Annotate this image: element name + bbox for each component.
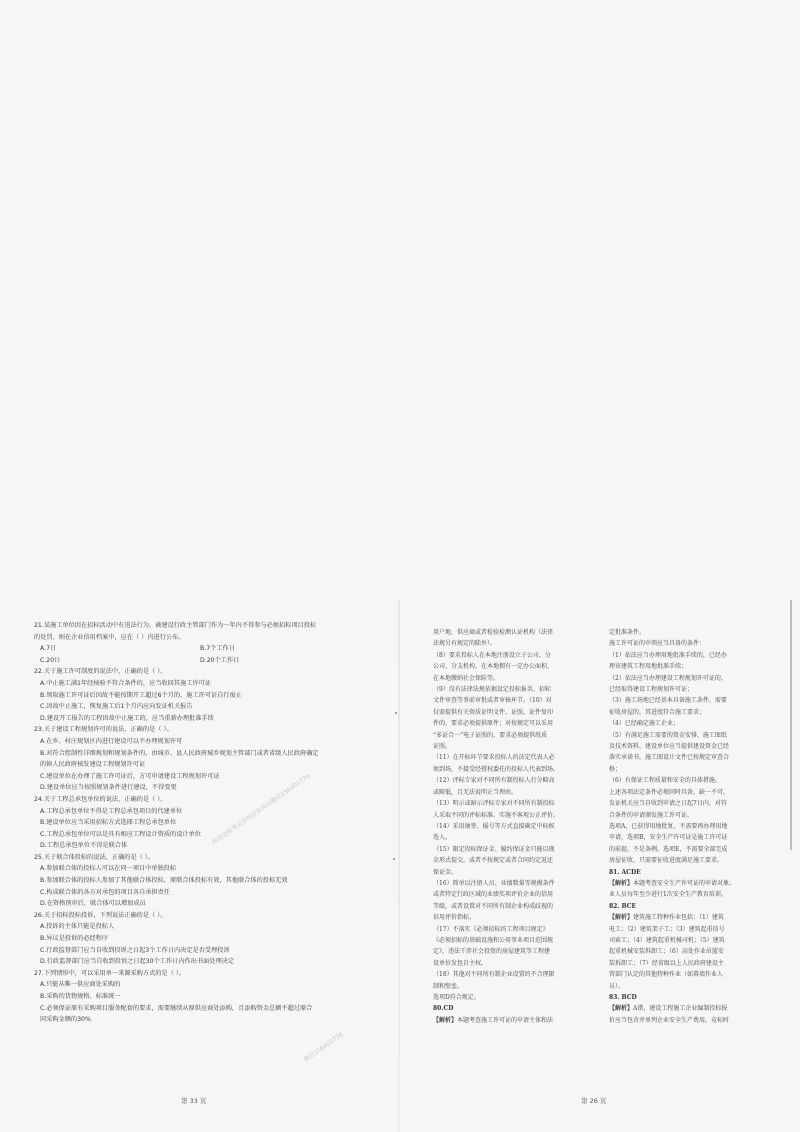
answer-line: 发证机关应当自收到申请之日起7日内，对符 xyxy=(609,800,727,808)
answer-line: （3）施工场地已经基本具备施工条件，需要 xyxy=(609,697,727,705)
question-24-stem: 24.关于工程总承包单位的说法，正确的是（ ）。 xyxy=(34,795,167,803)
answer-line: 等级，或者设置对不同所有制企业构成歧视的 xyxy=(433,902,554,910)
answer-line: 或者特定行政区域的业绩奖项评价企业的信用 xyxy=(433,891,554,899)
answer-blocks xyxy=(609,867,779,1027)
option: C.行政监督部门应当自收到投诉之日起3个工作日内决定是否受理投诉 xyxy=(40,946,230,954)
option: D.在资格预审后，联合体可以增加成员 xyxy=(40,900,146,908)
analysis-label: 【解析】 xyxy=(609,879,634,887)
answer-column-1 xyxy=(433,627,597,1026)
option: A.工程总承包单位不得是工程总承包项目的代建单位 xyxy=(40,807,183,815)
analysis-line: 管部门认定的其他特种作业（如幕墙作业人 xyxy=(609,971,724,979)
answer-line: 或畸低，且无法说明正当理由。 xyxy=(433,788,518,796)
option: C.构成联合体的各方对承包的项目各自承担责任 xyxy=(40,888,171,896)
question-27-stem: 27.下列情形中，可以采用单一来源采购方式的是（ ）。 xyxy=(34,969,186,977)
answer-line: 用户地、供应商或者检验检测认证机构（法律 xyxy=(433,629,554,636)
question-26-stem: 26.关于招标投标投诉，下列说法正确的是（ ）。 xyxy=(34,911,167,919)
option: A.在乡、村庄规划区内进行建设可以不办理规划许可 xyxy=(40,737,183,745)
option: D.行政监督部门应当自收到投诉之日起30个工作日内作出书面处理决定 xyxy=(40,958,235,966)
watermark: 微信156401776 xyxy=(302,1031,345,1064)
answer-line: 选项A，已获得用地批复，不需要再办理用地 xyxy=(609,822,728,830)
answer-line: 理该建筑工程用地批准手续； xyxy=(609,663,688,671)
question-21-options-row xyxy=(40,643,386,655)
analysis-label: 【解析】 xyxy=(433,1016,458,1024)
answer-line: （8）要求投标人在本地注册设立子公司、分 xyxy=(433,651,551,659)
option: B.领取施工许可证后因故不能按期开工超过6个月的，施工许可证自行废止 xyxy=(40,691,242,699)
answer-line: （13）明示或暗示评标专家对不同所有制投标 xyxy=(433,800,555,808)
option: C.建设单位在办理了施工许可证后，方可申请建设工程规划许可证 xyxy=(40,772,220,780)
scan-speck xyxy=(393,858,395,860)
answer-line: 保证金。 xyxy=(433,868,458,876)
option: B.对符合控制性详细规划和规划条件的，由城市、县人民政府城乡规划主管部门或者省级人民政府确定 xyxy=(40,749,319,757)
option: A.参加联合体的投标人可以在同一项目中单独投标 xyxy=(40,865,177,873)
option: B.采购的货物规格、标准统一 xyxy=(40,993,121,1000)
option: B.建设单位应当采用招标方式选择工程总承包单位 xyxy=(40,819,177,827)
analysis-label: 【解析】 xyxy=(609,914,634,922)
analysis-line: 司索工；（4）建筑起重机械司机；（5）建筑 xyxy=(609,936,725,944)
analysis-line: 装拆卸工；（7）经省级以上人民政府建设主 xyxy=(609,959,724,967)
answer-line: 选人。 xyxy=(433,834,452,842)
option: D.建设开工报告的工程因故中止施工的，应当重新办理批准手续 xyxy=(40,714,214,722)
option: C.必须保证原有采购项目服务配套的要求，需要继续从原供应商处添购，且添购资金总额不超过原合 xyxy=(40,1004,313,1012)
answer-lines xyxy=(433,627,597,1003)
answer-line: 金形式提交，或者不按规定或者合同约定返还 xyxy=(433,857,554,865)
analysis-text: 本题考查施工许可证的申请主体和法 xyxy=(457,1016,554,1024)
answer-line: 上述各项法定条件必须同时具备，缺一不可。 xyxy=(609,788,730,796)
analysis-line: 起重机械安装拆卸工；（6）高处作业吊篮安 xyxy=(609,948,724,956)
answer-line: 法规另有规定的除外）。 xyxy=(433,640,497,648)
option: C.20日 xyxy=(40,656,61,664)
answer-line: 在本地缴纳社会保险等。 xyxy=(433,674,500,682)
answer-line: 选项D符合规定。 xyxy=(433,994,480,1001)
right-page-number: 第 26 页 xyxy=(581,1097,607,1105)
analysis-line: 业人员每年至少进行1次安全生产教育培训。 xyxy=(609,891,727,899)
answer-number: 81. ACDE xyxy=(609,868,641,876)
answer-line: （18）其他对不同所有制企业设置的不合理限 xyxy=(433,971,555,979)
question-23-stem: 23.关于建设工程规划许可的说法，正确的是（ ）。 xyxy=(34,726,173,734)
option: C.因故中止施工，恢复施工后1个月内应向发证机关报告 xyxy=(40,703,193,711)
answer-line: 制和壁垒。 xyxy=(433,982,464,990)
option: A.7日 xyxy=(40,645,57,653)
answer-line: 定批准条件。 xyxy=(609,629,646,636)
left-page-number: 第 33 页 xyxy=(181,1097,207,1105)
page-gutter xyxy=(398,600,400,1132)
answer-number: 80.CD xyxy=(433,1005,454,1013)
answer-line: （4）已经确定施工企业； xyxy=(609,720,679,728)
option: B.7个工作日 xyxy=(200,645,235,653)
answer-line: （16）简单以注册人员、业绩数量等规模条件 xyxy=(433,879,555,887)
question-21-options-row xyxy=(40,655,386,667)
left-page-questions xyxy=(34,620,386,1026)
analysis-label: 【解析】 xyxy=(609,1005,634,1013)
option: A.投诉的主体只能是投标人 xyxy=(40,923,115,931)
option: D.建设单位应当按照规划条件进行建设，不得变更 xyxy=(40,784,177,792)
answer-lines xyxy=(609,627,779,867)
answer-line: 已经取得建设工程规划许可证； xyxy=(609,686,694,694)
analysis-line: 【解析】本题考查安全生产许可证的申请对象。 xyxy=(609,879,736,887)
answer-column-2 xyxy=(609,627,779,1026)
analysis-line xyxy=(433,1015,597,1026)
page-edge xyxy=(790,600,792,850)
option: A.只能从唯一供应商处采购的 xyxy=(40,981,121,989)
answer-line: 件的，要求必须提供原件；对按规定可以采用 xyxy=(433,720,554,728)
option: A.中止施工满1年经核验不符合条件的，应当收回其施工许可证 xyxy=(40,679,211,687)
answer-line: 设单位发包自主权。 xyxy=(433,959,488,967)
answer-line: 人采取不同的评标标准、实施不客观公正评价。 xyxy=(433,811,560,819)
answer-line: （12）评标专家对不同所有制投标人打分畸高 xyxy=(433,777,555,785)
answer-line: 格； xyxy=(609,765,622,773)
answer-number: 82. BCE xyxy=(609,902,637,910)
answer-line: 定》，违法干涉社会投资的房屋建筑等工程建 xyxy=(433,948,551,956)
answer-line: 须到场，不接受经授权委托的投标人代表到场。 xyxy=(433,765,560,773)
answer-line: 落实承诺书，施工图设计文件已按规定审查合 xyxy=(609,754,730,762)
answer-line: 征收房屋的，其进度符合施工要求； xyxy=(609,708,706,716)
option: 的镇人民政府核发建设工程规划许可证 xyxy=(40,761,146,769)
scan-speck xyxy=(395,712,397,714)
question-21-stem: 21.某施工单位因在招标活动中有违法行为，被建设行政主管部门作为一年内不得参与必须招标项目投标 xyxy=(34,622,317,629)
answer-line: 的前提，不是条例。选项E，不需要全部完成 xyxy=(609,845,728,853)
answer-line: （14）采用抽签、摇号等方式直接确定中标候 xyxy=(433,822,555,830)
question-22-stem: 22.关于施工许可制度的说法中，正确的是（ ）。 xyxy=(34,668,167,676)
answer-line: （2）依法应当办理建设工程规划许可证的， xyxy=(609,674,727,682)
answer-line: 文件审查等事前审批或者审核环节。（10）对 xyxy=(433,697,552,705)
answer-line: （6）有保证工程质量和安全的具体措施。 xyxy=(609,777,721,785)
option: D.20个工作日 xyxy=(200,656,240,664)
answer-line: 仅需提供有关资质证明文件、证照、证件复印 xyxy=(433,708,554,716)
answer-line: 合条件的申请颁发施工许可证。 xyxy=(609,811,694,819)
analysis-line: 价应当包含并单列企业安全生产费用，竞标时 xyxy=(609,1016,730,1024)
option: D.工程总承包单位不得是联合体 xyxy=(40,842,128,850)
answer-line: 信用评价指标。 xyxy=(433,914,476,922)
option: C.工程总承包单位可以是具有相应工程设计资质的设计单位 xyxy=(40,830,201,838)
watermark: 一级建造师考试资料获取请加微信156401776 xyxy=(205,772,312,850)
answer-line: 申请，选项B，安全生产许可证是施工许可证 xyxy=(609,834,728,842)
answer-line: （9）没有法律法规依据设定投标报名、招标 xyxy=(433,686,551,694)
answer-line: （1）依法应当办理用地批准手续的，已经办 xyxy=(609,651,727,659)
option: 同采购金额的30% xyxy=(40,1016,91,1024)
answer-line: 施工许可证的申领应当具备的条件： xyxy=(609,640,706,648)
analysis-line: 【解析】A错，建设工程施工企业编制投标报 xyxy=(609,1005,728,1013)
answer-line: 《必须招标的基础设施和公用事业项目范围规 xyxy=(433,936,554,944)
analysis-line: 【解析】建筑施工特种作业包括：（1）建筑 xyxy=(609,914,724,922)
analysis-line: 电工；（2）建筑架子工；（3）建筑起重信号 xyxy=(609,925,725,933)
answer-line: （5）有满足施工需要的资金安排、施工图纸 xyxy=(609,731,727,739)
answer-number: 83. BCD xyxy=(609,994,637,1001)
answer-line: 证照。 xyxy=(433,743,452,751)
answer-line: （17）不落实《必须招标的工程项目规定》 xyxy=(433,925,549,933)
answer-line: （11）在开标环节要求投标人的法定代表人必 xyxy=(433,754,555,762)
answer-line: 及技术资料，建设单位应当提供建设资金已经 xyxy=(609,743,730,751)
question-21-cont: 的处罚，则在企业信用档案中，应在（ ）内进行公布。 xyxy=(34,633,185,641)
question-25-stem: 25.关于联合体投标的说法，正确的是（ ）。 xyxy=(34,853,155,861)
answer-line: 公司、分支机构，在本地拥有一定办公面积， xyxy=(433,663,554,671)
analysis-line: 员）。 xyxy=(609,982,625,990)
answer-line: （15）限定投标保证金、履约保证金只能以现 xyxy=(433,845,555,853)
option: B.参加联合体的投标人参加了其他联合体投标，原联合体投标有效，其他联合体的投标无效 xyxy=(40,877,288,885)
answer-line: 房屋征收，只需要征收进度满足施工要求。 xyxy=(609,857,724,865)
option: B.异议是投诉的必经程序 xyxy=(40,935,109,943)
answer-line: “多证合一”电子证照的，要求必须提供纸质 xyxy=(433,731,548,739)
